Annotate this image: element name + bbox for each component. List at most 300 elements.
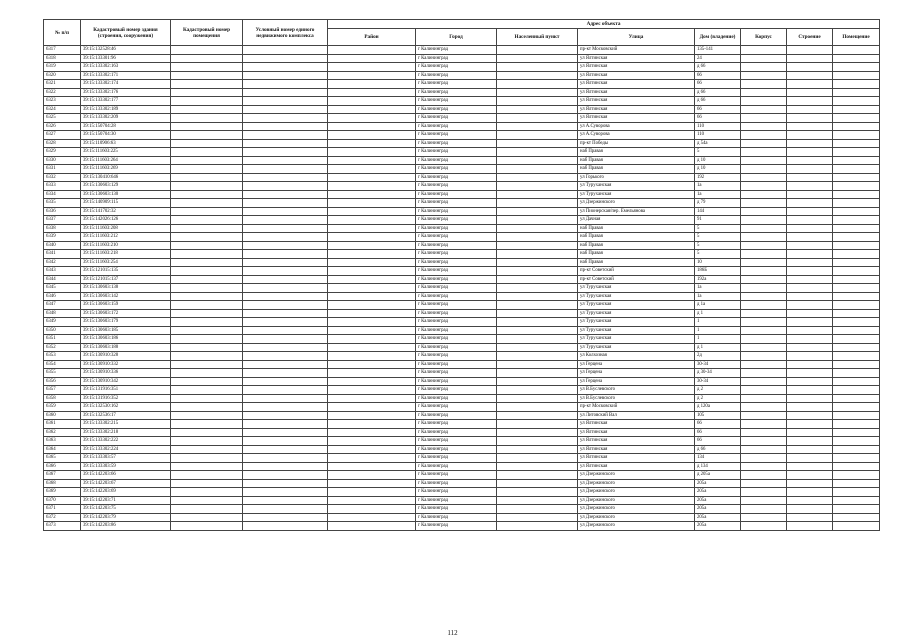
cell-house: 66 xyxy=(695,420,741,429)
cell-district xyxy=(328,267,416,276)
cell-district xyxy=(328,394,416,403)
cell-number: 6346 xyxy=(44,292,81,301)
cell-number: 6319 xyxy=(44,63,81,72)
cell-district xyxy=(328,496,416,505)
cell-street: ул Ялтинская xyxy=(578,88,695,97)
cell-korpus xyxy=(741,156,787,165)
cell-cadastral-building: 39:15:130603:188 xyxy=(81,343,171,352)
cell-house: 5 xyxy=(695,148,741,157)
cell-district xyxy=(328,411,416,420)
cell-settlement xyxy=(497,343,578,352)
table-row xyxy=(44,326,880,335)
cell-cadastral-building: 39:15:130910:342 xyxy=(81,377,171,386)
cell-korpus xyxy=(741,199,787,208)
cell-cadastral-building: 39:15:133303:57 xyxy=(81,454,171,463)
cell-street: ул Дзержинского xyxy=(578,496,695,505)
cell-conditional-complex xyxy=(243,122,328,131)
cell-cadastral-building: 39:15:142203:69 xyxy=(81,488,171,497)
cell-settlement xyxy=(497,505,578,514)
cell-korpus xyxy=(741,182,787,191)
cell-house: 205а xyxy=(695,488,741,497)
cell-street: ул Ялтинская xyxy=(578,114,695,123)
cell-stroenie xyxy=(787,148,833,157)
cell-pomeshchenie xyxy=(833,403,880,412)
cell-korpus xyxy=(741,165,787,174)
cell-conditional-complex xyxy=(243,267,328,276)
cell-district xyxy=(328,156,416,165)
cell-city: г Калининград xyxy=(416,352,497,361)
cell-city: г Калининград xyxy=(416,122,497,131)
cell-district xyxy=(328,207,416,216)
cell-pomeshchenie xyxy=(833,522,880,531)
cell-settlement xyxy=(497,46,578,55)
cell-number: 6364 xyxy=(44,445,81,454)
cell-district xyxy=(328,462,416,471)
cell-stroenie xyxy=(787,80,833,89)
cell-pomeshchenie xyxy=(833,437,880,446)
header-number: № п/п xyxy=(44,20,81,46)
cell-street: ул Ялтинская xyxy=(578,428,695,437)
cell-pomeshchenie xyxy=(833,54,880,63)
cell-stroenie xyxy=(787,54,833,63)
table-row xyxy=(44,173,880,182)
cell-korpus xyxy=(741,343,787,352)
table-row xyxy=(44,479,880,488)
cell-korpus xyxy=(741,318,787,327)
cell-street: ул Дачная xyxy=(578,216,695,225)
cell-korpus xyxy=(741,522,787,531)
cell-house: 205а xyxy=(695,505,741,514)
cell-street: наб Правая xyxy=(578,165,695,174)
cell-city: г Калининград xyxy=(416,403,497,412)
cell-conditional-complex xyxy=(243,343,328,352)
table-row xyxy=(44,386,880,395)
cell-cadastral-building: 39:15:111603:212 xyxy=(81,233,171,242)
cell-number: 6318 xyxy=(44,54,81,63)
cell-number: 6322 xyxy=(44,88,81,97)
cell-korpus xyxy=(741,97,787,106)
cell-cadastral-building: 39:15:130603:142 xyxy=(81,292,171,301)
cell-conditional-complex xyxy=(243,386,328,395)
cell-conditional-complex xyxy=(243,173,328,182)
cell-district xyxy=(328,71,416,80)
cell-pomeshchenie xyxy=(833,411,880,420)
cell-cadastral-building: 39:15:133302:171 xyxy=(81,71,171,80)
cell-street: ул Литовский Вал xyxy=(578,411,695,420)
table-row xyxy=(44,360,880,369)
table-row xyxy=(44,454,880,463)
cell-conditional-complex xyxy=(243,352,328,361)
cell-city: г Калининград xyxy=(416,88,497,97)
cell-district xyxy=(328,335,416,344)
cell-cadastral-building: 39:15:133301:96 xyxy=(81,54,171,63)
cell-district xyxy=(328,54,416,63)
cell-pomeshchenie xyxy=(833,454,880,463)
cell-korpus xyxy=(741,250,787,259)
cell-city: г Калининград xyxy=(416,224,497,233)
table-row xyxy=(44,275,880,284)
cell-number: 6341 xyxy=(44,250,81,259)
cell-pomeshchenie xyxy=(833,309,880,318)
cell-stroenie xyxy=(787,97,833,106)
cell-house: 144 xyxy=(695,207,741,216)
cell-cadastral-premises xyxy=(171,71,243,80)
cell-district xyxy=(328,403,416,412)
cell-cadastral-building: 39:15:141702:32 xyxy=(81,207,171,216)
cell-cadastral-building: 39:15:150704:30 xyxy=(81,131,171,140)
cell-conditional-complex xyxy=(243,513,328,522)
cell-district xyxy=(328,309,416,318)
cell-pomeshchenie xyxy=(833,165,880,174)
cell-house: 91 xyxy=(695,216,741,225)
cell-house: 5 xyxy=(695,250,741,259)
cell-district xyxy=(328,250,416,259)
cell-korpus xyxy=(741,513,787,522)
table-row xyxy=(44,80,880,89)
cell-street: ул А.Суворова xyxy=(578,131,695,140)
cell-settlement xyxy=(497,275,578,284)
cell-city: г Калининград xyxy=(416,437,497,446)
cell-conditional-complex xyxy=(243,411,328,420)
cell-district xyxy=(328,63,416,72)
cell-city: г Калининград xyxy=(416,275,497,284)
cell-settlement xyxy=(497,386,578,395)
cell-settlement xyxy=(497,403,578,412)
cell-number: 6347 xyxy=(44,301,81,310)
cell-district xyxy=(328,454,416,463)
cell-settlement xyxy=(497,241,578,250)
cell-korpus xyxy=(741,131,787,140)
cell-street: ул Ялтинская xyxy=(578,420,695,429)
cell-city: г Калининград xyxy=(416,71,497,80)
cell-cadastral-premises xyxy=(171,131,243,140)
cell-cadastral-premises xyxy=(171,352,243,361)
cell-house: 66 xyxy=(695,437,741,446)
cell-city: г Калининград xyxy=(416,360,497,369)
cell-settlement xyxy=(497,224,578,233)
table-row xyxy=(44,258,880,267)
cell-cadastral-premises xyxy=(171,369,243,378)
cell-korpus xyxy=(741,63,787,72)
cell-stroenie xyxy=(787,71,833,80)
cell-house: 5 xyxy=(695,241,741,250)
cell-conditional-complex xyxy=(243,258,328,267)
cell-cadastral-building: 39:15:150704:28 xyxy=(81,122,171,131)
cell-conditional-complex xyxy=(243,233,328,242)
cell-city: г Калининград xyxy=(416,250,497,259)
cell-korpus xyxy=(741,326,787,335)
cell-house: д 134 xyxy=(695,462,741,471)
cell-cadastral-building: 39:15:111603:225 xyxy=(81,148,171,157)
table-row xyxy=(44,309,880,318)
cell-house: 110 xyxy=(695,122,741,131)
cell-cadastral-building: 39:15:133302:224 xyxy=(81,445,171,454)
cell-street: ул Дзержинского xyxy=(578,488,695,497)
table-row xyxy=(44,250,880,259)
cell-conditional-complex xyxy=(243,224,328,233)
cell-house: 135-141 xyxy=(695,46,741,55)
cell-street: ул Туруханская xyxy=(578,343,695,352)
cell-street: ул Дзержинского xyxy=(578,471,695,480)
cell-conditional-complex xyxy=(243,505,328,514)
cell-korpus xyxy=(741,88,787,97)
cell-pomeshchenie xyxy=(833,343,880,352)
cell-pomeshchenie xyxy=(833,352,880,361)
cell-korpus xyxy=(741,369,787,378)
cell-cadastral-building: 39:15:142203:66 xyxy=(81,471,171,480)
cell-conditional-complex xyxy=(243,301,328,310)
cell-pomeshchenie xyxy=(833,173,880,182)
cell-house: 1а xyxy=(695,292,741,301)
cell-cadastral-building: 39:15:133302:209 xyxy=(81,114,171,123)
cell-city: г Калининград xyxy=(416,471,497,480)
cell-cadastral-building: 39:15:132536:17 xyxy=(81,411,171,420)
cell-conditional-complex xyxy=(243,139,328,148)
cell-pomeshchenie xyxy=(833,105,880,114)
cell-cadastral-premises xyxy=(171,496,243,505)
cell-cadastral-premises xyxy=(171,488,243,497)
cell-house: д 54а xyxy=(695,139,741,148)
cell-city: г Калининград xyxy=(416,369,497,378)
cell-number: 6365 xyxy=(44,454,81,463)
cell-cadastral-building: 39:15:132530:162 xyxy=(81,403,171,412)
cell-korpus xyxy=(741,139,787,148)
cell-number: 6337 xyxy=(44,216,81,225)
registry-sheet xyxy=(43,19,879,531)
cell-stroenie xyxy=(787,173,833,182)
cell-city: г Калининград xyxy=(416,182,497,191)
cell-stroenie xyxy=(787,522,833,531)
cell-district xyxy=(328,360,416,369)
cell-settlement xyxy=(497,148,578,157)
cell-number: 6345 xyxy=(44,284,81,293)
cell-stroenie xyxy=(787,182,833,191)
cell-conditional-complex xyxy=(243,207,328,216)
cell-stroenie xyxy=(787,301,833,310)
cell-cadastral-building: 39:15:130603:159 xyxy=(81,301,171,310)
cell-street: ул Пионерская/пер. Емельянова xyxy=(578,207,695,216)
cell-stroenie xyxy=(787,88,833,97)
cell-stroenie xyxy=(787,284,833,293)
cell-cadastral-premises xyxy=(171,88,243,97)
cell-district xyxy=(328,437,416,446)
cell-number: 6321 xyxy=(44,80,81,89)
cell-conditional-complex xyxy=(243,318,328,327)
cell-pomeshchenie xyxy=(833,80,880,89)
cell-district xyxy=(328,428,416,437)
cell-cadastral-premises xyxy=(171,182,243,191)
cell-settlement xyxy=(497,207,578,216)
table-row xyxy=(44,428,880,437)
cell-korpus xyxy=(741,437,787,446)
header-pomeshchenie: Помещение xyxy=(833,29,880,46)
cell-city: г Калининград xyxy=(416,97,497,106)
cell-cadastral-building: 39:15:133303:59 xyxy=(81,462,171,471)
cell-number: 6371 xyxy=(44,505,81,514)
cell-house: 205а xyxy=(695,496,741,505)
cell-settlement xyxy=(497,394,578,403)
cell-cadastral-building: 39:15:130603:138 xyxy=(81,284,171,293)
cell-district xyxy=(328,377,416,386)
cell-house: д 66 xyxy=(695,97,741,106)
cell-cadastral-building: 39:15:111603:254 xyxy=(81,258,171,267)
cell-number: 6359 xyxy=(44,403,81,412)
cell-korpus xyxy=(741,233,787,242)
cell-cadastral-premises xyxy=(171,233,243,242)
cell-stroenie xyxy=(787,454,833,463)
cell-house: 5 xyxy=(695,233,741,242)
header-cadastral-building: Кадастровый номер здания (строения, сооружения) xyxy=(81,20,171,46)
table-row xyxy=(44,88,880,97)
header-cadastral-premises: Кадастровый номер помещения xyxy=(171,20,243,46)
cell-korpus xyxy=(741,267,787,276)
cell-stroenie xyxy=(787,105,833,114)
cell-pomeshchenie xyxy=(833,182,880,191)
table-row xyxy=(44,122,880,131)
table-row xyxy=(44,437,880,446)
cell-district xyxy=(328,301,416,310)
cell-district xyxy=(328,148,416,157)
cell-conditional-complex xyxy=(243,114,328,123)
cell-district xyxy=(328,131,416,140)
cell-city: г Калининград xyxy=(416,318,497,327)
cell-korpus xyxy=(741,428,787,437)
cell-house: 66 xyxy=(695,428,741,437)
cell-pomeshchenie xyxy=(833,207,880,216)
cell-pomeshchenie xyxy=(833,156,880,165)
cell-city: г Калининград xyxy=(416,394,497,403)
cell-conditional-complex xyxy=(243,46,328,55)
cell-cadastral-premises xyxy=(171,156,243,165)
cell-city: г Калининград xyxy=(416,267,497,276)
cell-house: 192а xyxy=(695,275,741,284)
table-row xyxy=(44,513,880,522)
cell-number: 6350 xyxy=(44,326,81,335)
cell-number: 6358 xyxy=(44,394,81,403)
cell-pomeshchenie xyxy=(833,148,880,157)
cell-house: д 1а xyxy=(695,301,741,310)
cell-cadastral-premises xyxy=(171,122,243,131)
cell-city: г Калининград xyxy=(416,216,497,225)
cell-number: 6368 xyxy=(44,479,81,488)
cell-district xyxy=(328,97,416,106)
cell-cadastral-building: 39:15:133302:215 xyxy=(81,420,171,429)
cell-district xyxy=(328,445,416,454)
cell-number: 6344 xyxy=(44,275,81,284)
cell-conditional-complex xyxy=(243,335,328,344)
cell-cadastral-premises xyxy=(171,63,243,72)
table-row xyxy=(44,131,880,140)
cell-street: ул Ялтинская xyxy=(578,445,695,454)
cell-cadastral-building: 39:15:133302:174 xyxy=(81,80,171,89)
table-row xyxy=(44,156,880,165)
cell-conditional-complex xyxy=(243,522,328,531)
cell-street: наб Правая xyxy=(578,148,695,157)
cell-cadastral-premises xyxy=(171,377,243,386)
cell-cadastral-building: 39:15:111603:210 xyxy=(81,241,171,250)
cell-settlement xyxy=(497,258,578,267)
cell-conditional-complex xyxy=(243,165,328,174)
cell-cadastral-building: 39:15:130910:332 xyxy=(81,360,171,369)
table-row xyxy=(44,63,880,72)
cell-conditional-complex xyxy=(243,445,328,454)
cell-stroenie xyxy=(787,369,833,378)
table-row xyxy=(44,377,880,386)
cell-district xyxy=(328,233,416,242)
cell-number: 6373 xyxy=(44,522,81,531)
cell-number: 6352 xyxy=(44,343,81,352)
cell-city: г Калининград xyxy=(416,284,497,293)
cell-district xyxy=(328,284,416,293)
cell-number: 6342 xyxy=(44,258,81,267)
cell-pomeshchenie xyxy=(833,335,880,344)
cell-pomeshchenie xyxy=(833,63,880,72)
cell-cadastral-building: 39:15:130603:130 xyxy=(81,190,171,199)
cell-house: 134 xyxy=(695,454,741,463)
cell-conditional-complex xyxy=(243,250,328,259)
cell-pomeshchenie xyxy=(833,224,880,233)
cell-stroenie xyxy=(787,479,833,488)
header-settlement: Населенный пункт xyxy=(497,29,578,46)
cell-settlement xyxy=(497,437,578,446)
cell-street: наб Правая xyxy=(578,258,695,267)
cell-korpus xyxy=(741,105,787,114)
cell-street: ул Ялтинская xyxy=(578,437,695,446)
cell-stroenie xyxy=(787,207,833,216)
cell-house: 1 xyxy=(695,335,741,344)
cell-stroenie xyxy=(787,377,833,386)
cell-street: ул Туруханская xyxy=(578,335,695,344)
cell-pomeshchenie xyxy=(833,216,880,225)
cell-settlement xyxy=(497,71,578,80)
cell-pomeshchenie xyxy=(833,428,880,437)
header-street: Улица xyxy=(578,29,695,46)
cell-house: д 1 xyxy=(695,309,741,318)
cell-street: ул Туруханская xyxy=(578,326,695,335)
cell-settlement xyxy=(497,513,578,522)
cell-stroenie xyxy=(787,63,833,72)
cell-stroenie xyxy=(787,360,833,369)
cell-district xyxy=(328,479,416,488)
cell-street: наб Правая xyxy=(578,224,695,233)
cell-pomeshchenie xyxy=(833,131,880,140)
cell-city: г Калининград xyxy=(416,292,497,301)
cell-conditional-complex xyxy=(243,471,328,480)
cell-conditional-complex xyxy=(243,275,328,284)
cell-stroenie xyxy=(787,386,833,395)
cell-settlement xyxy=(497,292,578,301)
cell-city: г Калининград xyxy=(416,241,497,250)
cell-city: г Калининград xyxy=(416,114,497,123)
cell-korpus xyxy=(741,505,787,514)
table-row xyxy=(44,496,880,505)
cell-cadastral-building: 39:15:133302:163 xyxy=(81,63,171,72)
cell-conditional-complex xyxy=(243,403,328,412)
cell-house: 5 xyxy=(695,224,741,233)
cell-settlement xyxy=(497,199,578,208)
cell-house: д 205а xyxy=(695,471,741,480)
cell-number: 6363 xyxy=(44,437,81,446)
table-row xyxy=(44,165,880,174)
cell-conditional-complex xyxy=(243,105,328,114)
cell-cadastral-building: 39:15:130603:185 xyxy=(81,326,171,335)
cell-korpus xyxy=(741,292,787,301)
cell-korpus xyxy=(741,207,787,216)
cell-pomeshchenie xyxy=(833,394,880,403)
cell-house: 1 xyxy=(695,326,741,335)
cell-korpus xyxy=(741,377,787,386)
table-row xyxy=(44,199,880,208)
